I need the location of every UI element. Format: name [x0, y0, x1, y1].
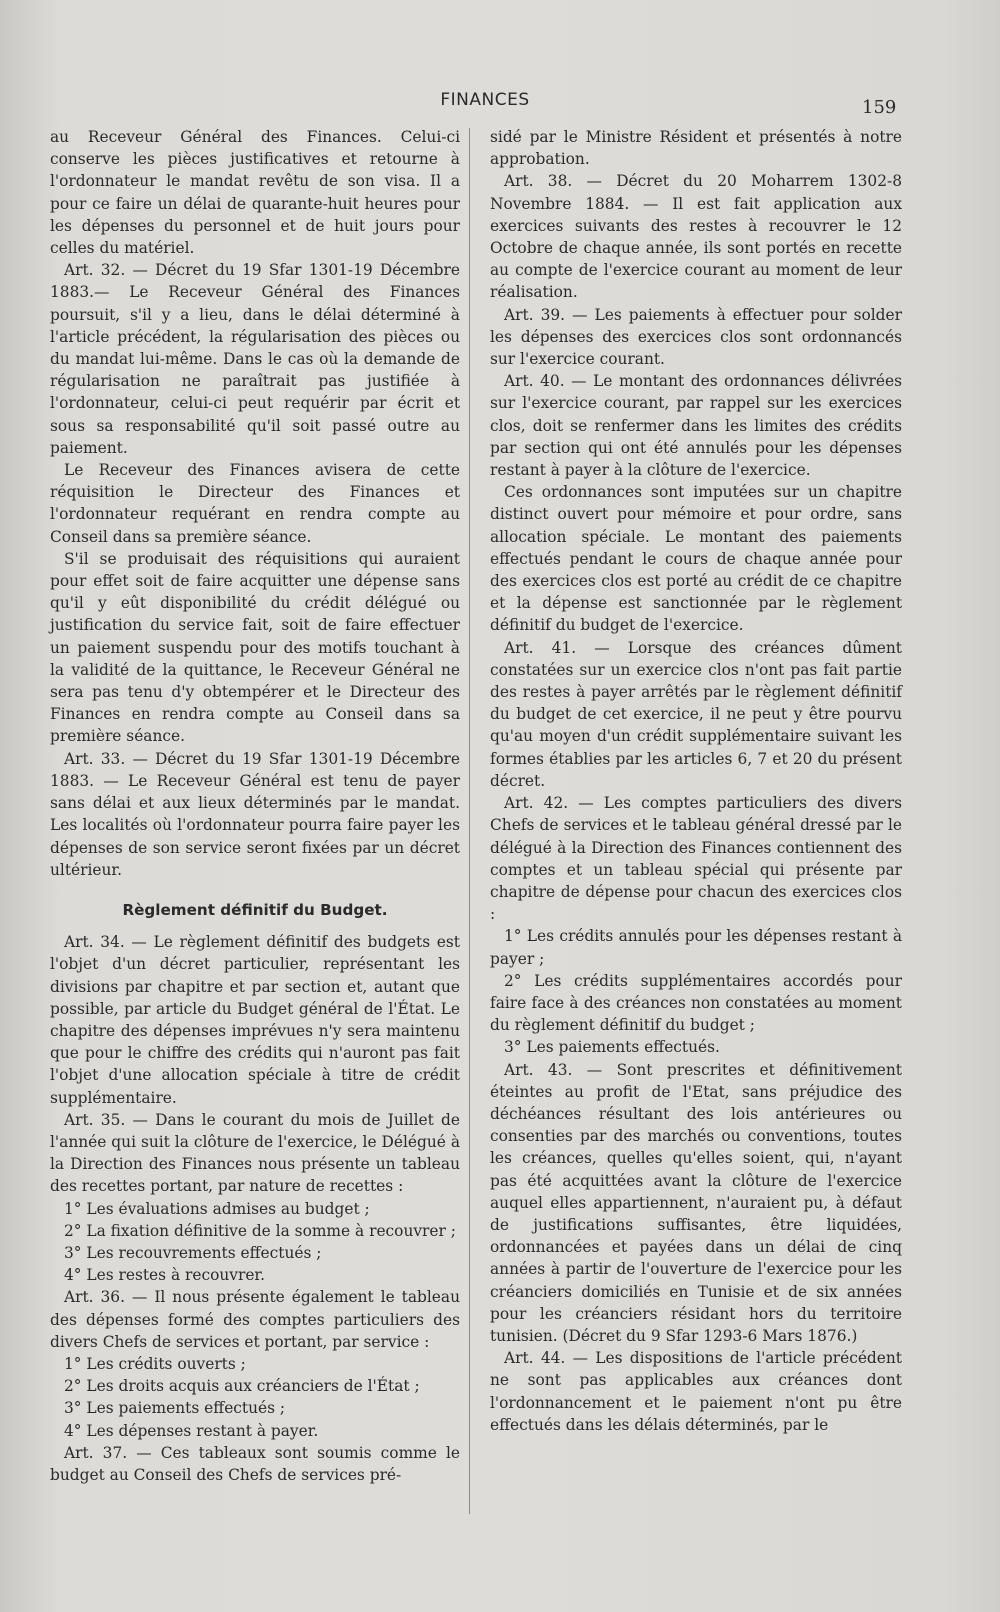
article-34: Art. 34. — Le règlement définitif des budgets est l'objet d'un décret particulier, représentant les divisions par chapitre et par section et, autant que possible, par article du Budget général de l'État. Le chapitre des dépenses imprévues n'y sera maintenu que pour le chiffre des crédits qui n'auront pas fait l'objet d'une allocation spéciale à titre de crédit supplémentaire. [50, 933, 460, 1107]
article-32: Art. 32. — Décret du 19 Sfar 1301-19 Décembre 1883.— Le Receveur Général des Finances poursuit, s'il y a lieu, dans le délai déterminé à l'article précédent, la régularisation des pièces ou du mandat lui-même. Dans le cas où la demande de régularisation ne paraîtrait pas justifiée à l'ordonnateur, celui-ci peut requérir par écrit et sous sa responsabilité qu'il soit passé outre au paiement. [50, 261, 460, 457]
page-number: 159 [862, 97, 897, 118]
paragraph: Le Receveur des Finances avisera de cette réquisition le Directeur des Finances et l'ordonnateur requérant en rendra compte au Conseil dans sa première séance. [50, 461, 460, 546]
section-heading: Règlement définitif du Budget. [122, 900, 388, 919]
list-item: 4° Les dépenses restant à payer. [64, 1421, 319, 1440]
paragraph: Ces ordonnances sont imputées sur un chapitre distinct ouvert pour mémoire et pour ordre, sans allocation spéciale. Le montant des paiements effectués pendant le cours de chaque année pour des exercices clos est porté au crédit de ce chapitre et la dépense est sanctionnée par le règlement définitif du budget de l'exercice. [490, 483, 902, 635]
article-40: Art. 40. — Le montant des ordonnances délivrées sur l'exercice courant, par rappel sur les exercices clos, doit se renfermer dans les limites des crédits par section qui ont été annulés pour les dépenses restant à payer à la clôture de l'exercice. [490, 372, 902, 480]
list-item: 1° Les crédits annulés pour les dépenses restant à payer ; [490, 927, 902, 968]
list-item: 2° Les crédits supplémentaires accordés pour faire face à des créances non constatées au moment du règlement définitif du budget ; [490, 971, 902, 1035]
list-item: 1° Les évaluations admises au budget ; [64, 1199, 370, 1218]
article-41: Art. 41. — Lorsque des créances dûment constatées sur un exercice clos n'ont pas fait partie des restes à payer arrêtés par le règlement définitif du budget de cet exercice, il ne peut y être pourvu qu'au moyen d'un crédit supplémentaire suivant les formes établies par les articles 6, 7 et 20 du présent décret. [490, 638, 902, 790]
article-37: Art. 37. — Ces tableaux sont soumis comme le budget au Conseil des Chefs de services pré- [50, 1443, 460, 1484]
article-44: Art. 44. — Les dispositions de l'article précédent ne sont pas applicables aux créances dont l'ordonnancement et le paiement n'ont pu être effectués dans les délais déterminés, par le [490, 1349, 902, 1434]
list-item: 3° Les recouvrements effectués ; [64, 1243, 322, 1262]
list-item: 3° Les paiements effectués ; [64, 1399, 286, 1418]
article-38: Art. 38. — Décret du 20 Moharrem 1302-8 Novembre 1884. — Il est fait application aux exercices suivants des restes à recouvrer le 12 Octobre de chaque année, ils sont portés en recette au compte de l'exercice courant au moment de leur réalisation. [490, 172, 902, 302]
running-header: FINANCES [440, 90, 530, 110]
article-35: Art. 35. — Dans le courant du mois de Juillet de l'année qui suit la clôture de l'exercice, le Délégué à la Direction des Finances nous présente un tableau des recettes portant, par nature de recettes : [50, 1110, 460, 1196]
list-item: 2° Les droits acquis aux créanciers de l'État ; [64, 1377, 420, 1396]
left-column [50, 126, 460, 1486]
column-divider [469, 128, 470, 1514]
article-43: Art. 43. — Sont prescrites et définitivement éteintes au profit de l'Etat, sans préjudice des déchéances résultant des lois antérieures ou consenties par des marchés ou conventions, toutes les créances, quelles qu'elles soient, qui, n'ayant pas été acquittées avant la clôture de l'exercice auquel elles appartiennent, n'auraient pu, à défaut de justifications suffisantes, être liquidées, ordonnancées et payées dans un délai de cinq années à partir de l'ouverture de l'exercice pour les créanciers domiciliés en Tunisie et de six années pour les créanciers résidant hors du territoire tunisien. (Décret du 9 Sfar 1293-6 Mars 1876.) [490, 1060, 902, 1345]
list-item: 2° La fixation définitive de la somme à recouvrer ; [64, 1221, 456, 1240]
article-33: Art. 33. — Décret du 19 Sfar 1301-19 Décembre 1883. — Le Receveur Général est tenu de payer sans délai et aux lieux déterminés par le mandat. Les localités où l'ordonnateur pourra faire payer les dépenses de son service seront fixées par un décret ultérieur. [50, 749, 460, 879]
article-42: Art. 42. — Les comptes particuliers des divers Chefs de services et le tableau général dressé par le délégué à la Direction des Finances contiennent des comptes et un tableau spécial qui présente par chapitre de dépense pour chacun des exercices clos : [490, 794, 902, 924]
list-item: 1° Les crédits ouverts ; [64, 1354, 246, 1373]
paragraph: S'il se produisait des réquisitions qui auraient pour effet soit de faire acquitter une dépense sans qu'il y eût disponibilité du crédit délégué ou justification du service fait, soit de faire effectuer un paiement suspendu pour des motifs touchant à la validité de la quittance, le Receveur Général ne sera pas tenu d'y obtempérer et le Directeur des Finances en rendra compte au Conseil dans sa première séance. [50, 549, 460, 746]
paragraph: sidé par le Ministre Résident et présentés à notre approbation. [490, 128, 902, 169]
article-39: Art. 39. — Les paiements à effectuer pour solder les dépenses des exercices clos sont ordonnancés sur l'exercice courant. [490, 305, 902, 369]
list-item: 3° Les paiements effectués. [504, 1038, 720, 1057]
article-36: Art. 36. — Il nous présente également le tableau des dépenses formé des comptes particuliers des divers Chefs de services et portant, par service : [50, 1288, 460, 1351]
paragraph: au Receveur Général des Finances. Celui-ci conserve les pièces justificatives et retourne à l'ordonnateur le mandat revêtu de son visa. Il a pour ce faire un délai de quarante-huit heures pour les dépenses du personnel et de huit jours pour celles du matériel. [50, 128, 460, 258]
right-column [490, 126, 902, 1436]
list-item: 4° Les restes à recouvrer. [64, 1266, 265, 1285]
